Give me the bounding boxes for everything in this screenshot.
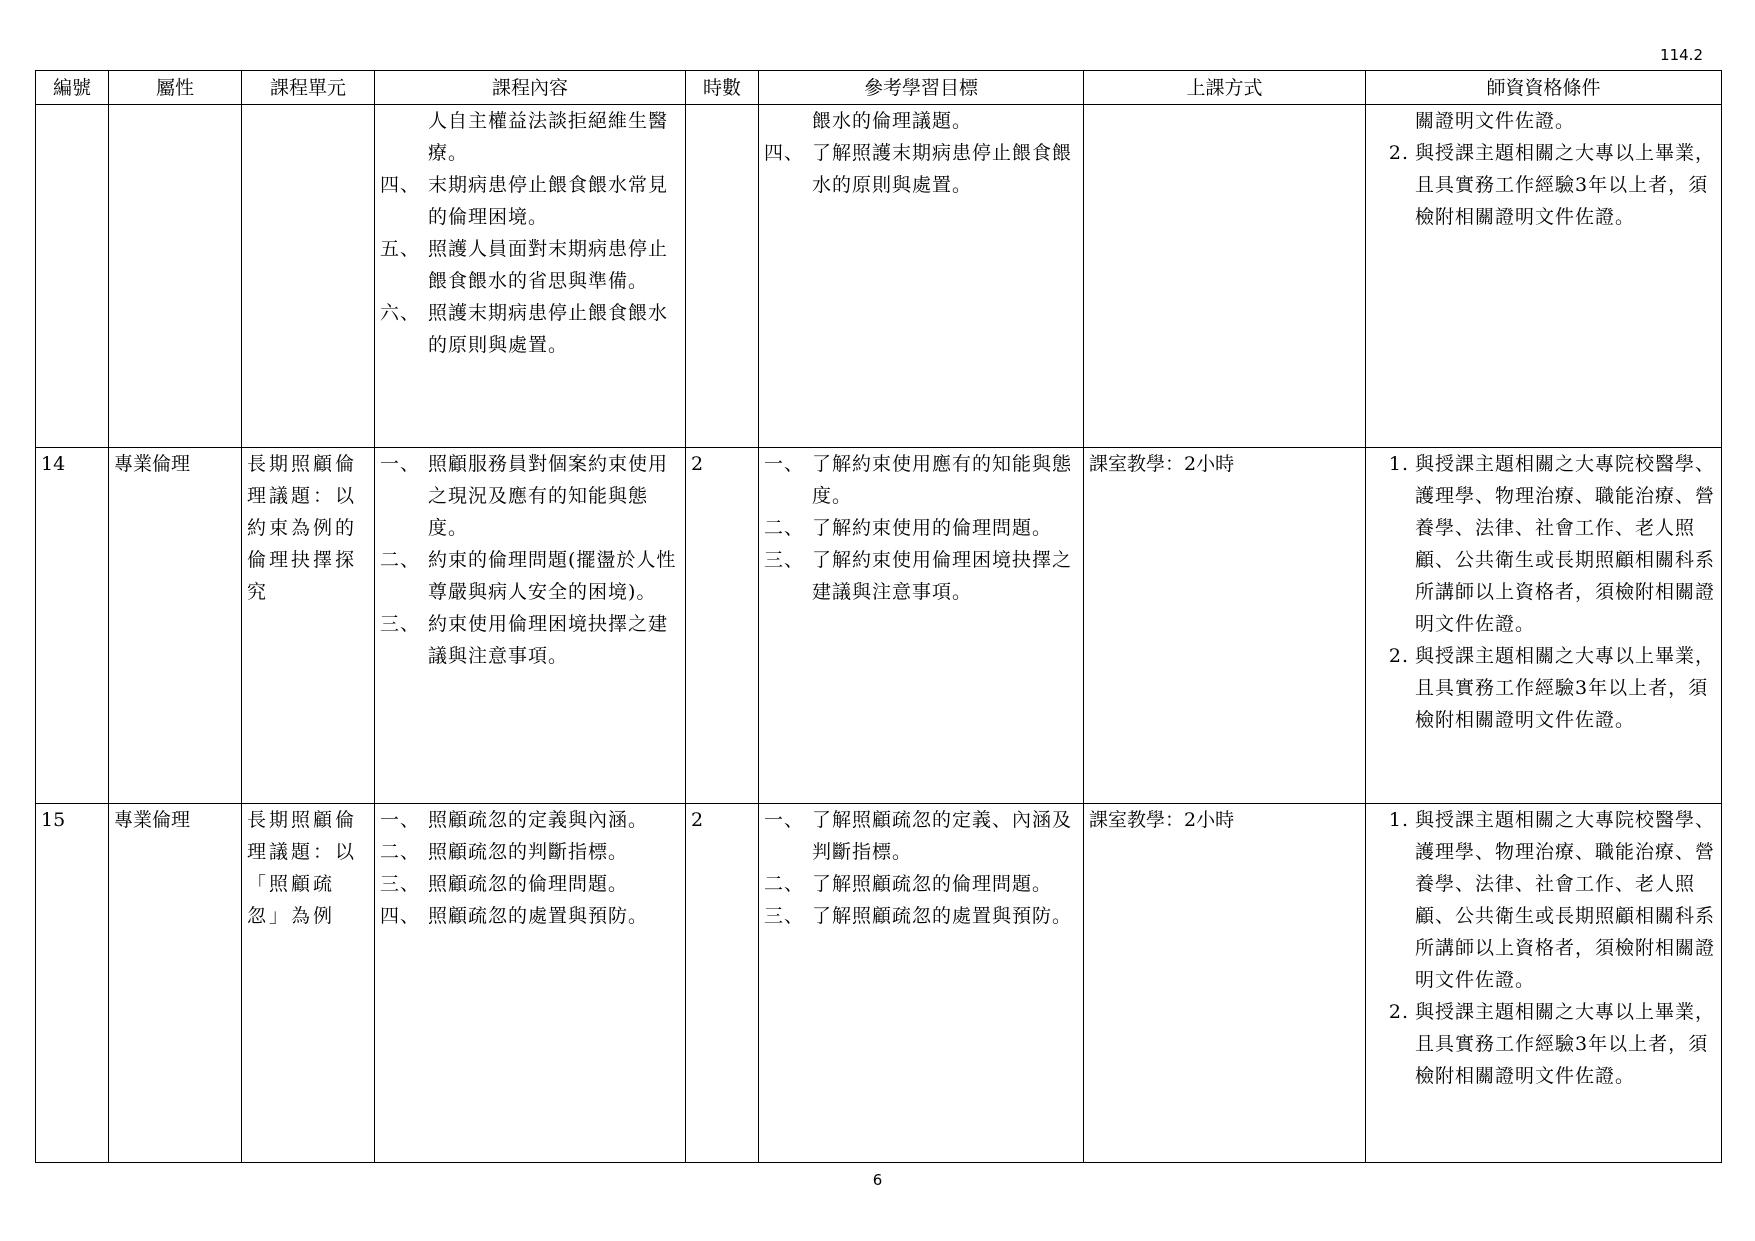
qualification-item: 1. 與授課主題相關之大專院校醫學、護理學、物理治療、職能治療、營養學、法律、社會工作、老人照顧、公共衛生或長期照顧相關科系所講師以上資格者，須檢附相關證明文件佐證。 <box>1388 453 1716 635</box>
header-attribute: 屬性 <box>109 71 242 105</box>
header-unit: 課程單元 <box>242 71 375 105</box>
cell-attribute: 專業倫理 <box>109 804 242 1163</box>
cell-goals <box>759 804 1084 1163</box>
cell-number <box>36 105 109 448</box>
goal-item: 一、 了解約束使用應有的知能與態度。 <box>764 453 1073 507</box>
cell-unit <box>242 105 375 448</box>
goal-item: 四、 了解照護末期病患停止餵食餵水的原則與處置。 <box>764 142 1073 196</box>
qualification-item: 關證明文件佐證。 <box>1415 110 1576 132</box>
qualification-item: 2. 與授課主題相關之大專以上畢業，且具實務工作經驗3年以上者，須檢附相關證明文件佐證。 <box>1388 1001 1716 1087</box>
content-item: 四、 末期病患停止餵食餵水常見的倫理困境。 <box>380 174 669 228</box>
cell-qualifications <box>1366 804 1722 1163</box>
content-item: 三、 約束使用倫理困境抉擇之建議與注意事項。 <box>380 613 669 667</box>
header-number: 編號 <box>36 71 109 105</box>
document-version: 114.2 <box>1660 46 1703 64</box>
cell-content <box>375 105 686 448</box>
cell-qualifications <box>1366 105 1722 448</box>
cell-method: 課室教學：2小時 <box>1084 448 1366 804</box>
cell-content <box>375 448 686 804</box>
cell-number: 14 <box>36 448 109 804</box>
table-row <box>36 804 1722 1163</box>
header-method: 上課方式 <box>1084 71 1366 105</box>
cell-goals <box>759 105 1084 448</box>
cell-hours: 2 <box>686 804 759 1163</box>
cell-unit: 長期照顧倫理議題：以約束為例的倫理抉擇探究 <box>242 448 375 804</box>
qualification-item: 2. 與授課主題相關之大專以上畢業，且具實務工作經驗3年以上者，須檢附相關證明文件佐證。 <box>1388 142 1716 228</box>
header-content: 課程內容 <box>375 71 686 105</box>
cell-attribute <box>109 105 242 448</box>
cell-method: 課室教學：2小時 <box>1084 804 1366 1163</box>
content-item: 三、 照顧疏忽的倫理問題。 <box>380 873 629 895</box>
header-goals: 參考學習目標 <box>759 71 1084 105</box>
goal-item: 二、 了解照顧疏忽的倫理問題。 <box>764 873 1053 895</box>
cell-attribute: 專業倫理 <box>109 448 242 804</box>
curriculum-table <box>35 70 1722 1163</box>
cell-number: 15 <box>36 804 109 1163</box>
cell-method <box>1084 105 1366 448</box>
content-item: 四、 照顧疏忽的處置與預防。 <box>380 905 649 927</box>
header-qualifications: 師資資格條件 <box>1366 71 1722 105</box>
header-row <box>36 71 1722 105</box>
cell-goals <box>759 448 1084 804</box>
header-hours: 時數 <box>686 71 759 105</box>
content-item: 一、 照顧疏忽的定義與內涵。 <box>380 809 649 831</box>
table-row <box>36 448 1722 804</box>
qualification-item: 1. 與授課主題相關之大專院校醫學、護理學、物理治療、職能治療、營養學、法律、社會工作、老人照顧、公共衛生或長期照顧相關科系所講師以上資格者，須檢附相關證明文件佐證。 <box>1388 809 1716 991</box>
content-item: 一、 照顧服務員對個案約束使用之現況及應有的知能與態度。 <box>380 453 669 539</box>
content-item: 六、 照護末期病患停止餵食餵水的原則與處置。 <box>380 302 669 356</box>
cell-hours <box>686 105 759 448</box>
goal-item: 三、 了解約束使用倫理困境抉擇之建議與注意事項。 <box>764 549 1073 603</box>
qualification-item: 2. 與授課主題相關之大專以上畢業，且具實務工作經驗3年以上者，須檢附相關證明文件佐證。 <box>1388 645 1716 731</box>
cell-content <box>375 804 686 1163</box>
cell-unit: 長期照顧倫理議題：以「照顧疏忽」為例 <box>242 804 375 1163</box>
goal-item: 餵水的倫理議題。 <box>812 110 973 132</box>
page-number: 6 <box>872 1171 883 1189</box>
cell-qualifications <box>1366 448 1722 804</box>
content-item: 二、 約束的倫理問題(擺盪於人性尊嚴與病人安全的困境)。 <box>380 549 677 603</box>
cell-hours: 2 <box>686 448 759 804</box>
goal-item: 一、 了解照顧疏忽的定義、內涵及判斷指標。 <box>764 809 1073 863</box>
content-item: 人自主權益法談拒絕維生醫療。 <box>428 110 669 164</box>
content-item: 五、 照護人員面對末期病患停止餵食餵水的省思與準備。 <box>380 238 669 292</box>
content-item: 二、 照顧疏忽的判斷指標。 <box>380 841 629 863</box>
goal-item: 三、 了解照顧疏忽的處置與預防。 <box>764 905 1073 927</box>
goal-item: 二、 了解約束使用的倫理問題。 <box>764 517 1053 539</box>
table-row-continuation <box>36 105 1722 448</box>
